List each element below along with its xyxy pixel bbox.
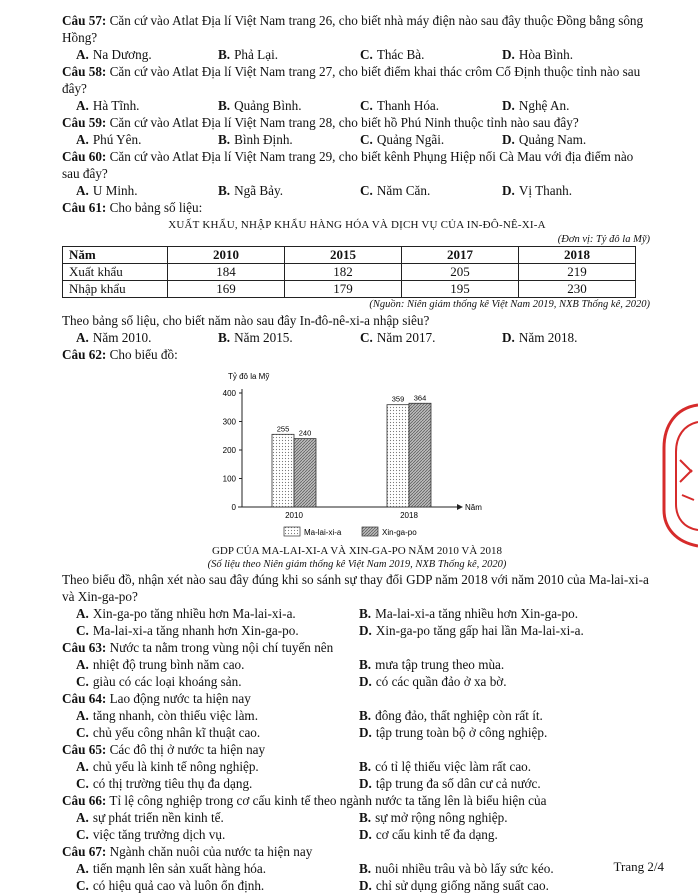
answer-option[interactable] [359,758,642,775]
option-letter: C. [360,330,373,345]
option-letter: B. [359,606,372,621]
table-source: (Nguồn: Niên giám thống kê Việt Nam 2019, NXB Thống kê, 2020) [369,299,650,310]
answer-option[interactable] [218,329,360,346]
x-axis-label: Năm [465,503,482,512]
bar-value-label: 255 [276,424,290,434]
options [62,656,652,690]
answer-option[interactable] [76,182,218,199]
option-text: Nghệ An. [518,98,570,113]
answer-option[interactable] [76,97,218,114]
answer-option[interactable] [502,329,644,346]
option-letter: A. [76,98,89,113]
exam-page [62,12,652,894]
question [62,741,652,792]
option-letter: D. [502,132,515,147]
option-letter: D. [359,725,372,740]
option-text: Thanh Hóa. [376,98,440,113]
option-text: Năm 2018. [518,330,578,345]
question-text: Căn cứ vào Atlat Địa lí Việt Nam trang 29, cho biết kênh Phụng Hiệp nối Cà Mau với địa điểm nào sau đây? [62,149,634,181]
table-row [63,264,636,281]
option-text: sự mở rộng nông nghiệp. [375,810,508,825]
question-number: Câu 65: [62,742,107,757]
option-letter: B. [218,47,231,62]
option-text: Ma-lai-xi-a tăng nhanh hơn Xin-ga-po. [92,623,299,638]
question [62,12,652,63]
option-text: Thác Bà. [376,47,425,62]
option-letter: C. [360,47,373,62]
option-text: có hiệu quả cao và luôn ổn định. [92,878,265,893]
option-text: Xin-ga-po tăng gấp hai lần Ma-lai-xi-a. [375,623,584,638]
option-text: Vị Thanh. [518,183,573,198]
gdp-bar-chart [62,367,652,545]
bar-value-label: 240 [298,428,312,438]
table-unit: (Đơn vị: Tỷ đô la Mỹ) [557,234,650,245]
option-text: chủ yếu công nhân kĩ thuật cao. [92,725,261,740]
option-letter: D. [502,98,515,113]
option-letter: D. [359,878,372,893]
question [62,114,652,148]
chart-svg [62,367,652,545]
question-number: Câu 60: [62,149,107,164]
option-letter: A. [76,759,89,774]
question [62,690,652,741]
option-letter: B. [218,330,231,345]
question-text: Các đô thị ở nước ta hiện nay [106,742,266,757]
bar-value-label: 364 [413,393,427,403]
option-letter: D. [359,623,372,638]
option-letter: C. [76,725,89,740]
question [62,148,652,199]
legend-label: Xin-ga-po [382,528,417,537]
option-text: Phả Lại. [234,47,279,62]
y-tick-label: 300 [222,417,236,427]
bar-ma-lai-xi-a [387,405,409,507]
answer-option[interactable] [76,46,218,63]
option-text: mưa tập trung theo mùa. [375,657,505,672]
option-letter: D. [502,330,515,345]
option-text: Ngã Bảy. [234,183,284,198]
answer-option[interactable] [502,131,644,148]
option-letter: B. [359,861,372,876]
options [62,707,652,741]
question-number: Câu 61: [62,200,107,215]
question [62,792,652,843]
bar-xin-ga-po [409,403,431,507]
answer-option[interactable] [218,182,360,199]
table-row [63,281,636,298]
table-header-row [63,247,636,264]
chart-caption: GDP CỦA MA-LAI-XI-A VÀ XIN-GA-PO NĂM 2010 VÀ 2018 [211,545,503,557]
answer-option[interactable] [360,97,502,114]
question-62 [62,346,652,639]
y-tick-label: 400 [222,389,236,398]
answer-option[interactable] [76,605,359,622]
answer-option[interactable] [360,131,502,148]
answer-option[interactable] [360,329,502,346]
answer-option[interactable] [76,826,359,843]
option-letter: C. [360,132,373,147]
table-header-cell: 2017 [402,247,519,264]
answer-option[interactable] [76,707,359,724]
question-text: Nước ta nằm trong vùng nội chí tuyến nên [106,640,334,655]
question-number: Câu 62: [62,347,107,362]
option-letter: D. [359,674,372,689]
option-letter: C. [76,776,89,791]
option-letter: D. [359,776,372,791]
option-text: Hà Tĩnh. [92,98,140,113]
chart-source: (Số liệu theo Niên giám thống kê Việt Nam 2019, NXB Thống kê, 2020) [207,559,507,570]
question-number: Câu 66: [62,793,107,808]
answer-option[interactable] [76,656,359,673]
option-text: giàu có các loại khoáng sản. [92,674,242,689]
answer-option[interactable] [76,724,359,741]
option-text: Na Dương. [92,47,152,62]
table-cell: 179 [285,281,402,298]
answer-option[interactable] [76,622,359,639]
option-text: Ma-lai-xi-a tăng nhiều hơn Xin-ga-po. [375,606,578,621]
option-text: việc tăng trưởng dịch vụ. [92,827,226,842]
x-tick-label: 2010 [285,511,303,520]
option-letter: D. [502,47,515,62]
answer-option[interactable] [76,775,359,792]
option-letter: C. [76,878,89,893]
question-text: Căn cứ vào Atlat Địa lí Việt Nam trang 27, cho biết điểm khai thác crôm Cổ Định thuộc tỉnh nào sau đây? [62,64,641,96]
question-text: Cho bảng số liệu: [106,200,203,215]
option-letter: D. [359,827,372,842]
question [62,843,652,894]
answer-option[interactable] [359,673,642,690]
table-cell: 195 [402,281,519,298]
answer-option[interactable] [359,809,642,826]
table-cell: 219 [519,264,636,281]
answer-option[interactable] [359,724,642,741]
option-text: tiến mạnh lên sản xuất hàng hóa. [92,861,267,876]
table-cell: 169 [168,281,285,298]
options [62,329,652,346]
option-text: tập trung toàn bộ ở công nghiệp. [375,725,548,740]
answer-option[interactable] [502,182,644,199]
question-text: Lao động nước ta hiện nay [106,691,251,706]
x-axis-arrow [457,504,463,510]
answer-option[interactable] [218,46,360,63]
answer-option[interactable] [359,622,642,639]
option-letter: A. [76,810,89,825]
options [62,860,652,894]
question-prompt: Theo bảng số liệu, cho biết năm nào sau đây In-đô-nê-xi-a nhập siêu? [62,313,430,328]
option-letter: C. [76,623,89,638]
table-cell: 184 [168,264,285,281]
option-text: tăng nhanh, còn thiếu việc làm. [92,708,258,723]
option-text: sự phát triển nền kinh tế. [92,810,224,825]
table-cell: 230 [519,281,636,298]
option-letter: A. [76,183,89,198]
table-header-cell: 2015 [285,247,402,264]
question-text: Căn cứ vào Atlat Địa lí Việt Nam trang 26, cho biết nhà máy điện nào sau đây thuộc Đồng bằng sông Hồng? [62,13,644,45]
option-text: U Minh. [92,183,138,198]
option-text: cơ cấu kinh tế đa dạng. [375,827,498,842]
option-letter: B. [359,810,372,825]
option-text: nuôi nhiều trâu và bò lấy sức kéo. [375,861,554,876]
options [62,131,652,148]
option-letter: A. [76,708,89,723]
answer-option[interactable] [360,46,502,63]
option-text: Quảng Bình. [234,98,302,113]
option-text: Hòa Bình. [518,47,574,62]
option-letter: C. [360,183,373,198]
answer-option[interactable] [359,877,642,894]
table-cell: Nhập khẩu [63,281,168,298]
options [62,182,652,199]
option-letter: C. [76,827,89,842]
option-letter: A. [76,47,89,62]
question-61 [62,199,652,346]
answer-option[interactable] [359,860,642,877]
red-stamp [658,400,698,550]
question-text: Cho biểu đồ: [106,347,178,362]
question-number: Câu 58: [62,64,107,79]
question [62,639,652,690]
answer-option[interactable] [76,329,218,346]
table-header-cell: 2018 [519,247,636,264]
option-letter: B. [359,657,372,672]
y-tick-label: 200 [222,446,236,455]
option-text: đông đảo, thất nghiệp còn rất ít. [375,708,543,723]
option-letter: D. [502,183,515,198]
y-tick-label: 0 [231,503,236,512]
answer-option[interactable] [359,656,642,673]
question-text: Ngành chăn nuôi của nước ta hiện nay [106,844,313,859]
y-tick-label: 100 [222,474,236,484]
answer-option[interactable] [360,182,502,199]
option-letter: C. [360,98,373,113]
question-prompt: Theo biểu đồ, nhận xét nào sau đây đúng khi so sánh sự thay đổi GDP năm 2018 với năm 2010 của Ma-lai-xi-a và Xin-ga-po? [62,572,649,604]
option-letter: C. [76,674,89,689]
options [62,97,652,114]
option-text: Năm 2017. [376,330,436,345]
answer-option[interactable] [76,758,359,775]
option-text: nhiệt độ trung bình năm cao. [92,657,245,672]
option-text: Phú Yên. [92,132,142,147]
questions-63-67 [62,639,652,894]
answer-option[interactable] [218,131,360,148]
option-text: Năm 2010. [92,330,152,345]
table-cell: Xuất khẩu [63,264,168,281]
answer-option[interactable] [502,46,644,63]
option-text: chỉ sử dụng giống năng suất cao. [375,878,549,893]
bar-ma-lai-xi-a [272,434,294,507]
option-letter: A. [76,606,89,621]
data-table [62,246,636,298]
question [62,63,652,114]
options [62,758,652,792]
answer-option[interactable] [359,605,642,622]
option-text: Năm Căn. [376,183,431,198]
option-text: Quảng Ngãi. [376,132,445,147]
table-title: XUẤT KHẨU, NHẬP KHẨU HÀNG HÓA VÀ DỊCH VỤ CỦA IN-ĐÔ-NÊ-XI-A [168,219,546,231]
option-text: có các quần đảo ở xa bờ. [375,674,507,689]
answer-option[interactable] [502,97,644,114]
option-letter: B. [218,98,231,113]
y-axis-label: Tỷ đô la Mỹ [228,372,270,381]
option-letter: B. [359,759,372,774]
legend-label: Ma-lai-xi-a [304,528,342,537]
page-number: Trang 2/4 [613,859,664,874]
answer-option[interactable] [359,775,642,792]
question-text: Căn cứ vào Atlat Địa lí Việt Nam trang 28, cho biết hồ Phú Ninh thuộc tỉnh nào sau đây? [106,115,579,130]
answer-option[interactable] [76,809,359,826]
legend-swatch [362,527,378,536]
question-number: Câu 67: [62,844,107,859]
answer-option[interactable] [359,826,642,843]
option-letter: B. [218,132,231,147]
option-letter: A. [76,861,89,876]
option-text: có thị trường tiêu thụ đa dạng. [92,776,253,791]
option-text: có tỉ lệ thiếu việc làm rất cao. [375,759,532,774]
question-number: Câu 57: [62,13,107,28]
option-letter: A. [76,330,89,345]
answer-option[interactable] [76,131,218,148]
option-letter: A. [76,657,89,672]
question-number: Câu 59: [62,115,107,130]
option-text: Bình Định. [234,132,293,147]
option-text: tập trung đa số dân cư cả nước. [375,776,541,791]
option-text: Quảng Nam. [518,132,587,147]
answer-option[interactable] [76,877,359,894]
bar-value-label: 359 [391,394,405,404]
table-header-cell: 2010 [168,247,285,264]
option-text: chủ yếu là kinh tế nông nghiệp. [92,759,259,774]
table-header-cell: Năm [63,247,168,264]
questions-57-60 [62,12,652,199]
answer-option[interactable] [76,860,359,877]
options [62,605,652,639]
question-number: Câu 63: [62,640,107,655]
question-number: Câu 64: [62,691,107,706]
answer-option[interactable] [359,707,642,724]
option-text: Xin-ga-po tăng nhiều hơn Ma-lai-xi-a. [92,606,296,621]
legend-swatch [284,527,300,536]
x-tick-label: 2018 [400,511,418,520]
option-letter: B. [218,183,231,198]
question-text: Tỉ lệ công nghiệp trong cơ cấu kinh tế theo ngành nước ta tăng lên là biểu hiện của [106,793,547,808]
answer-option[interactable] [76,673,359,690]
option-text: Năm 2015. [234,330,293,345]
option-letter: B. [359,708,372,723]
answer-option[interactable] [218,97,360,114]
bar-xin-ga-po [294,439,316,507]
options [62,809,652,843]
table-cell: 182 [285,264,402,281]
table-cell: 205 [402,264,519,281]
option-letter: A. [76,132,89,147]
options [62,46,652,63]
